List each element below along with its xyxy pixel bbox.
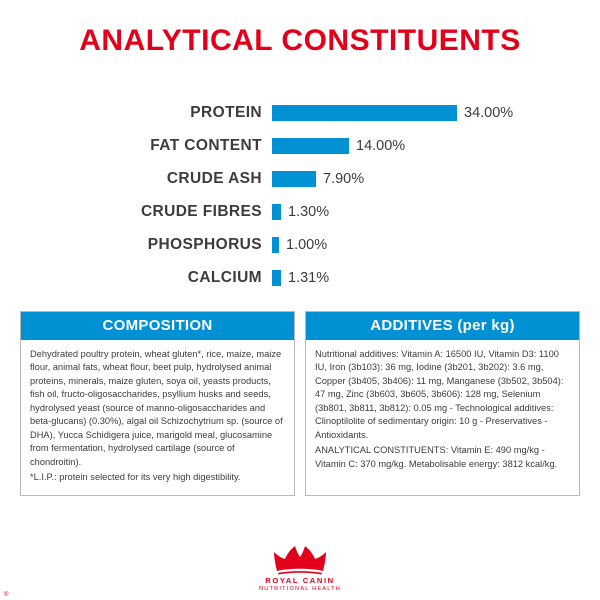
chart-row <box>0 266 574 289</box>
registered-mark: ® <box>4 592 9 598</box>
chart-row <box>0 101 574 124</box>
chart-bar <box>272 204 281 220</box>
logo-sub-text: NUTRITIONAL HEALTH <box>259 586 341 592</box>
chart-row-label: PROTEIN <box>190 103 262 121</box>
additives-panel-body <box>306 340 579 481</box>
chart-row <box>0 200 574 223</box>
composition-panel-header: COMPOSITION <box>21 312 294 340</box>
chart-row-label: CRUDE FIBRES <box>140 202 262 220</box>
chart-row-value: 14.00% <box>356 137 406 154</box>
composition-footnote: *L.I.P.: protein selected for its very high digestibility. <box>30 472 241 483</box>
chart-row-label: FAT CONTENT <box>150 136 262 154</box>
chart-bar-wrap <box>272 105 574 121</box>
brand-logo <box>0 545 600 592</box>
additives-text: Nutritional additives: Vitamin A: 16500 IU, Vitamin D3: 1100 IU, Iron (3b103): 36 mg, Iodine (3b201, 3b202): 3.6 mg, Copper (3b405, 3b406): 11 mg, Manganese (3b502, 3b504): 47 mg, Zinc (3b603, 3b605, 3b606): 128 mg, Selenium (3b801, 3b811, 3b812): 0.05 mg - Technological additives: Clinoptilolite of sedimentary origin: 10 g - Preservatives - Antioxidants. <box>315 349 564 440</box>
chart-bar-wrap <box>272 138 574 154</box>
chart-row <box>0 233 574 256</box>
chart-row-value: 1.31% <box>288 269 330 286</box>
crown-icon <box>273 545 327 575</box>
composition-panel-body <box>21 340 294 495</box>
chart-bar-wrap <box>272 204 574 220</box>
chart-row-value: 1.30% <box>288 203 330 220</box>
composition-panel <box>20 311 295 496</box>
chart-row-label: PHOSPHORUS <box>147 235 262 253</box>
chart-bar <box>272 138 349 154</box>
chart-row-value: 7.90% <box>323 170 365 187</box>
composition-text: Dehydrated poultry protein, wheat gluten*, rice, maize, maize flour, animal fats, wheat flour, beet pulp, hydrolysed animal proteins, minerals, maize gluten, soya oil, yeasts products, fish oil, fructo-oligosaccharides, psyllium husks and seeds, hydrolysed yeast (source of manno-oligosaccharides and beta-glucans) (0.30%), algal oil Schizochytrium sp. (source of DHA), Yucca Schidigera juice, marigold meal, glucosamine from fermentation, hydrolysed cartilage (source of chondroitin). <box>30 349 283 467</box>
chart-row <box>0 167 574 190</box>
analytical-constituents-chart <box>0 101 600 289</box>
chart-row-label: CALCIUM <box>187 268 262 286</box>
additives-analytical-text: ANALYTICAL CONSTITUENTS: Vitamin E: 490 mg/kg - Vitamin C: 370 mg/kg. Metabolisable energy: 3812 kcal/kg. <box>315 445 558 469</box>
additives-panel <box>305 311 580 496</box>
chart-bar-wrap <box>272 237 574 253</box>
chart-bar-wrap <box>272 270 574 286</box>
chart-row <box>0 134 574 157</box>
chart-bar <box>272 105 457 121</box>
chart-row-label: CRUDE ASH <box>166 169 262 187</box>
page-title: ANALYTICAL CONSTITUENTS <box>79 24 521 57</box>
chart-bar <box>272 270 281 286</box>
chart-bar <box>272 237 279 253</box>
info-panels <box>20 311 580 496</box>
chart-row-value: 34.00% <box>464 104 514 121</box>
additives-panel-header: ADDITIVES (per kg) <box>306 312 579 340</box>
logo-brand-text: ROYAL CANIN <box>265 576 335 585</box>
chart-bar-wrap <box>272 171 574 187</box>
chart-row-value: 1.00% <box>286 236 328 253</box>
chart-bar <box>272 171 316 187</box>
